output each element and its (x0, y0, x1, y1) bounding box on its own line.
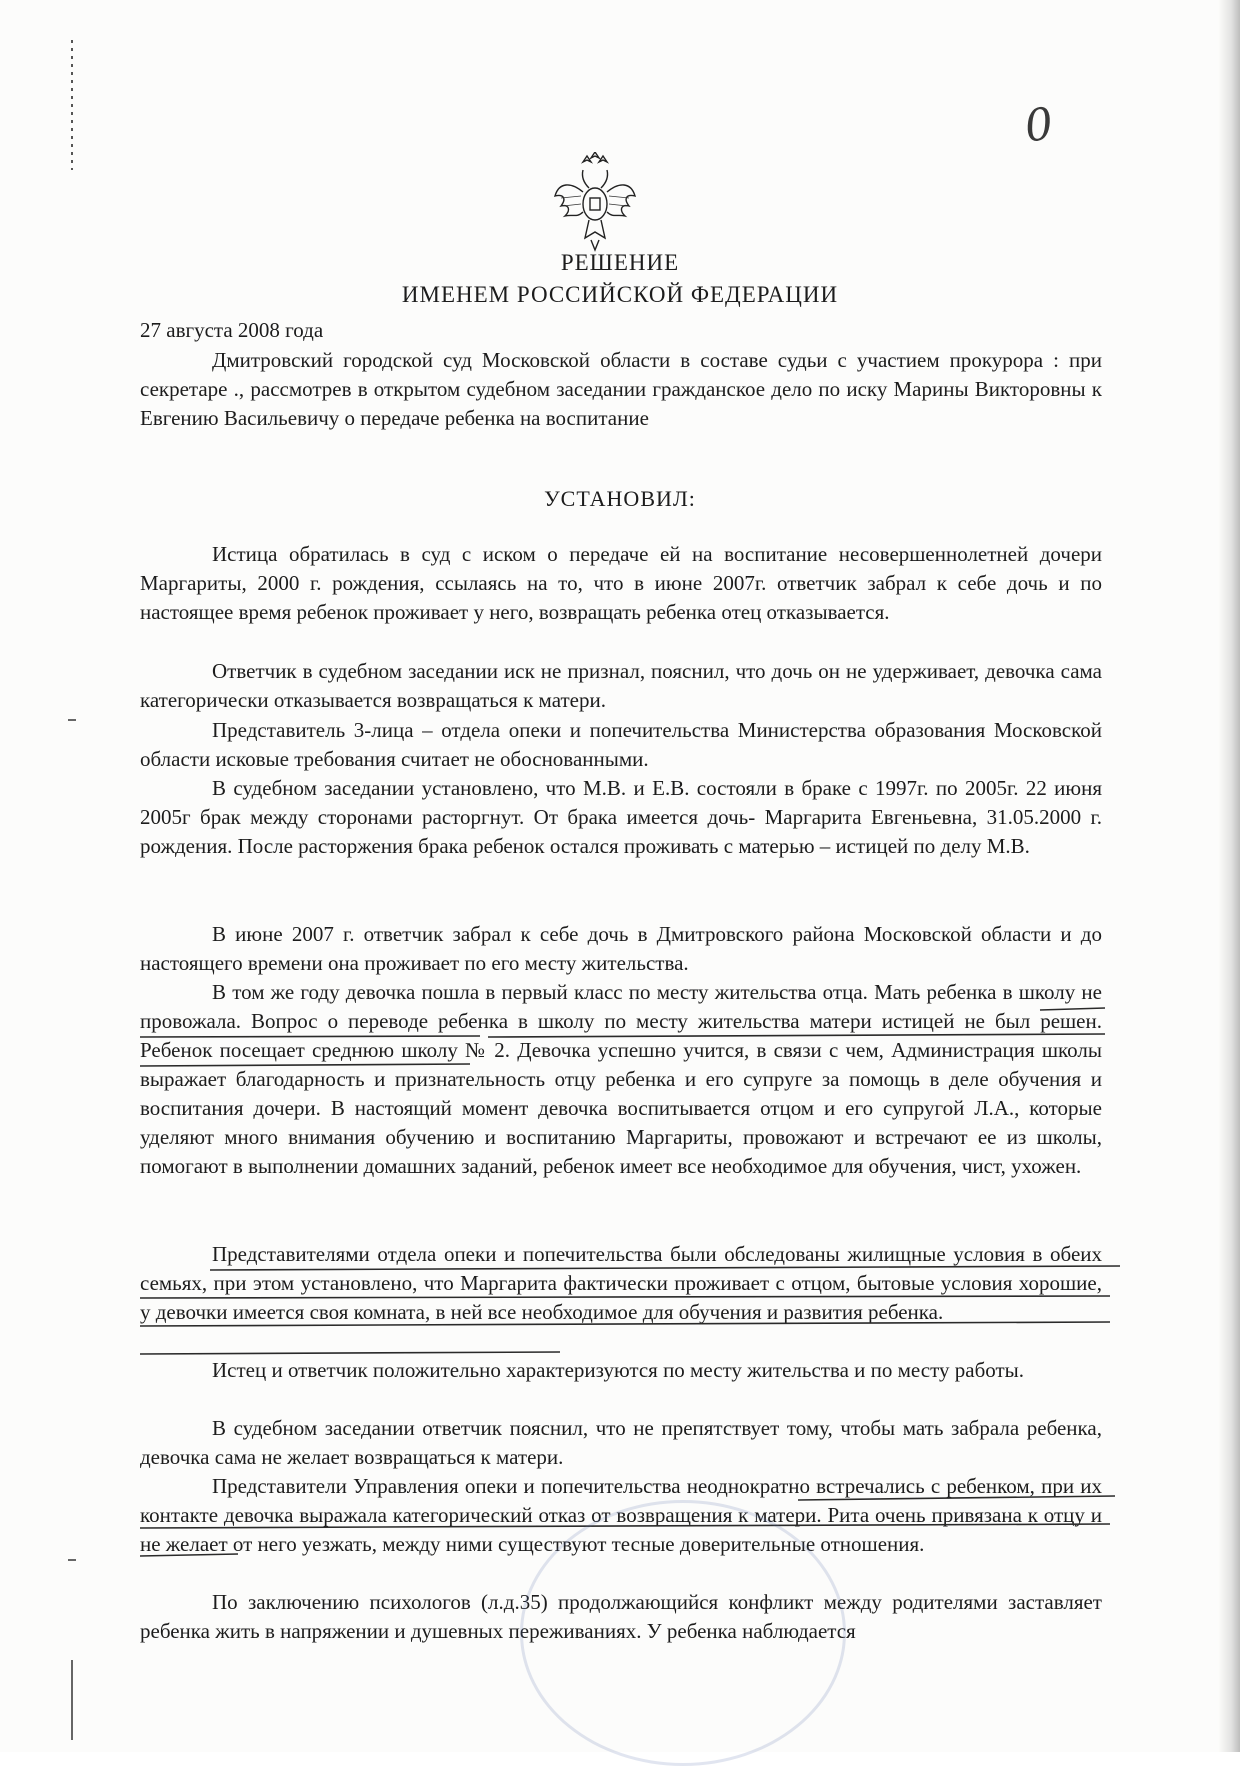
paragraph-defendant-explained: В судебном заседании ответчик пояснил, что не препятствует тому, чтобы мать забрала ребенка, девочка сама не желает возвращаться к матери. (140, 1416, 1102, 1469)
document-title: РЕШЕНИЕ (560, 250, 680, 275)
paragraph-guardianship: Представители Управления опеки и попечительства неоднократно встречались с ребенком, при их контакте девочка выражала категорический отказ от возвращения к матери. Рита очень привязана к отцу и не желает от него уезжать, между ними существуют тесные доверительные отношения. (140, 1474, 1102, 1556)
paragraph-third-party: Представитель 3-лица – отдела опеки и попечительства Министерства образования Московской области исковые требования считает не обоснованными. (140, 718, 1102, 771)
intro-paragraph: Дмитровский городской суд Московской области в составе судьи с участием прокурора : при секретаре ., рассмотрев в открытом судебном заседании гражданское дело по иску Марины Викторовны к Евгению Васильевичу о передаче ребенка на воспитание (140, 348, 1102, 430)
section-title: УСТАНОВИЛ: (544, 486, 696, 511)
coat-of-arms-emblem (553, 152, 637, 252)
paragraph-defendant: Ответчик в судебном заседании иск не признал, пояснил, что дочь он не удерживает, девочка сама категорически отказывается возвращаться к матери. (140, 659, 1102, 712)
paragraph-characteristics: Истец и ответчик положительно характеризуются по месту жительства и по месту работы. (212, 1358, 1025, 1382)
decision-date: 27 августа 2008 года (140, 318, 324, 342)
paragraph-june-2007: В июне 2007 г. ответчик забрал к себе дочь в Дмитровского района Московской области и до настоящего времени она проживает по его месту жительства. (140, 922, 1102, 975)
binding-marks (62, 20, 82, 1740)
page-number: 0 (1021, 98, 1057, 153)
paragraph-school: В том же году девочка пошла в первый класс по месту жительства отца. Мать ребенка в школу не провожала. Вопрос о переводе ребенка в школу по месту жительства матери истицей не был решен. Ребенок посещает среднюю школу № 2. Девочка успешно учится, в связи с чем, Администрация школы выражает благодарность и признательность отцу ребенка и его супруге за помощь в деле обучения и воспитания дочери. В настоящий момент девочка воспитывается отцом и его супругой Л.А., которые уделяют много внимания обучению и воспитанию Маргариты, провожают и встречают ее из школы, помогают в выполнении домашних заданий, ребенок имеет все необходимое для обучения, чист, ухожен. (140, 980, 1102, 1178)
paragraph-claim: Истица обратилась в суд с иском о передаче ей на воспитание несовершеннолетней дочери Маргариты, 2000 г. рождения, ссылаясь на то, что в июне 2007г. ответчик забрал к себе дочь и по настоящее время ребенок проживает у него, возвращать ребенка отец отказывается. (140, 542, 1102, 624)
faint-stamp (520, 1500, 846, 1766)
paragraph-housing: Представителями отдела опеки и попечительства были обследованы жилищные условия в обеих семьях, при этом установлено, что Маргарита фактически проживает с отцом, бытовые условия хорошие, у девочки имеется своя комната, в ней все необходимое для обучения и развития ребенка. (140, 1242, 1102, 1324)
paragraph-established: В судебном заседании установлено, что М.В. и Е.В. состояли в браке с 1997г. по 2005г. 22 июня 2005г брак между сторонами расторгнут. От брака имеется дочь- Маргарита Евгеньевна, 31.05.2000 г. рождения. После расторжения брака ребенок остался проживать с матерью – истицей по делу М.В. (140, 776, 1102, 858)
document-subtitle: ИМЕНЕМ РОССИЙСКОЙ ФЕДЕРАЦИИ (401, 282, 839, 307)
paragraph-psychologists: По заключению психологов (л.д.35) продолжающийся конфликт между родителями заставляет ребенка жить в напряжении и душевных переживаниях. У ребенка наблюдается (140, 1590, 1102, 1643)
